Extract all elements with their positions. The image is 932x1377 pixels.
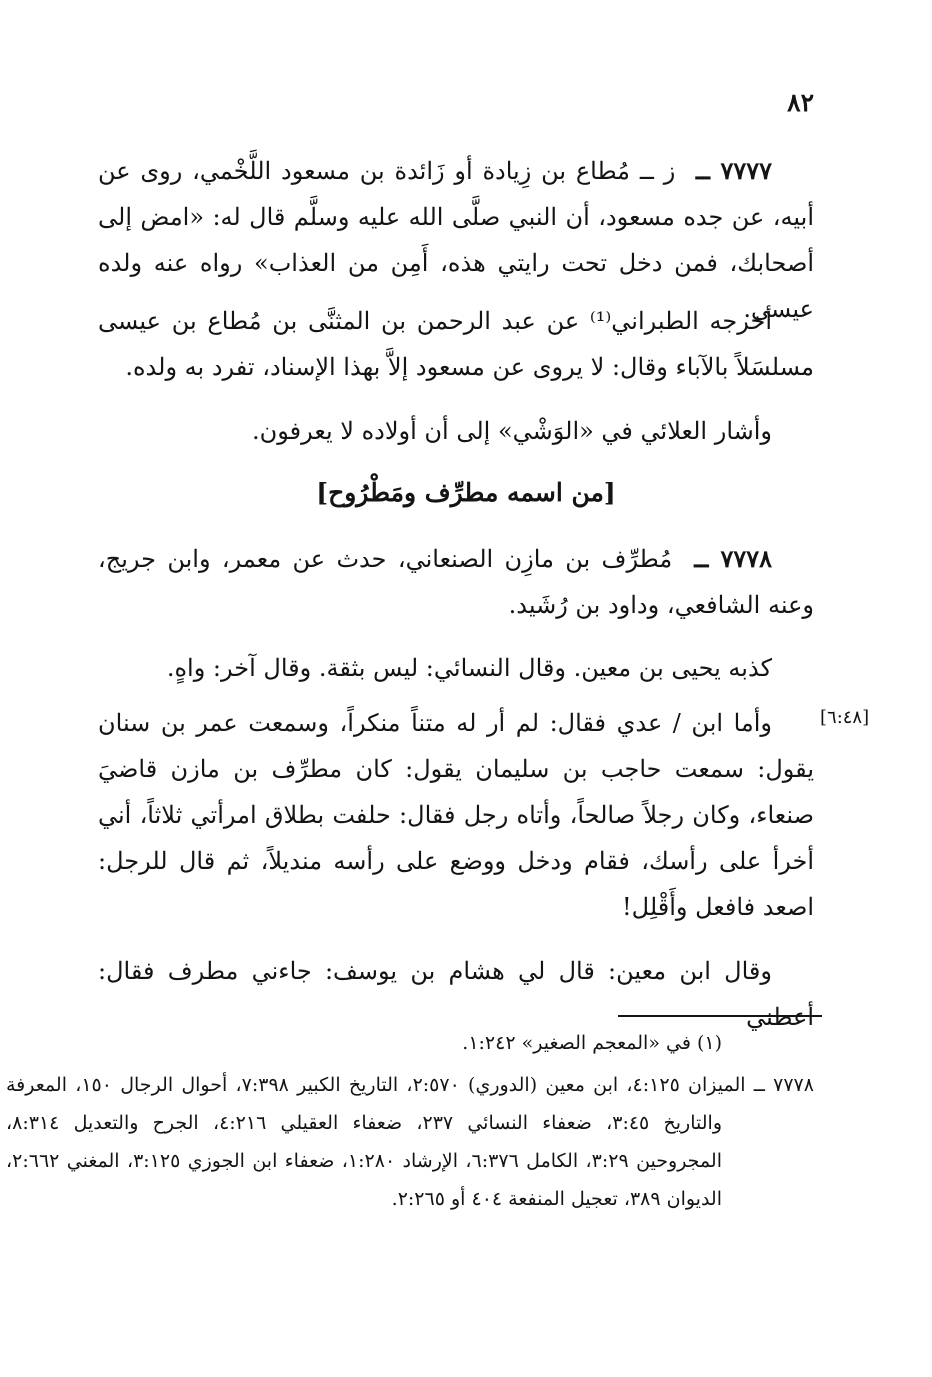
paragraph-ibn-main: وقال ابن معين: قال لي هشام بن يوسف: جاءني مطرف فقال: أعطني [98, 957, 814, 1031]
paragraph-alai: وأشار العلائي في «الوَشْي» إلى أن أولاده لا يعرفون. [252, 417, 772, 445]
entry-number: ٧٧٧٧ ــ [685, 156, 772, 185]
entry-7778 [98, 536, 814, 628]
paragraph-ibn-adi: وأما ابن / عدي فقال: لم أر له متناً منكراً، وسمعت عمر بن سنان يقول: سمعت حاجب بن سليمان يقول: كان مطرِّف بن مازن قاضيَ صنعاء، وكان رجلاً صالحاً، وأتاه رجل فقال: حلفت بطلاق امرأتي ثلاثاً، أني أخرأ على رأسك، فقام ودخل ووضع على رأسه منديلاً، ثم قال للرجل: اصعد فافعل وأَقْلِل! [98, 709, 815, 921]
paragraph-kadhdhabahu: كذبه يحيى بن معين. وقال النسائي: ليس بثقة. وقال آخر: واهٍ. [166, 654, 772, 682]
entry-text: مُطرِّف بن مازِن الصنعاني، حدث عن معمر، وابن جريج، وعنه الشافعي، وداود بن رُشَيد. [98, 545, 814, 619]
page-number: ٨٢ [787, 88, 814, 117]
footnote-separator [618, 1015, 822, 1017]
footnote-1: (١) في «المعجم الصغير» ١:٢٤٢. [462, 1032, 722, 1054]
paragraph-tabarani: أخرجه الطبراني⁽¹⁾ عن عبد الرحمن بن المثنَّى بن مُطاع بن عيسى مسلسَلاً بالآباء وقال: لا يروى عن مسعود إلاَّ بهذا الإسناد، تفرد به ولده. [98, 307, 814, 381]
entry-text: ز ــ مُطاع بن زِيادة أو زَائدة بن مسعود اللَّخْمي، روى عن أبيه، عن جده مسعود، أن النبي صلَّى الله عليه وسلَّم قال له: «امض إلى أصحابك، فمن دخل تحت رايتي هذه، أَمِن من العذاب» رواه عنه ولده عيسى. [98, 157, 814, 323]
margin-reference: [٦:٤٨] [820, 707, 870, 728]
footnote-7778-sources: ٧٧٧٨ ــ الميزان ٤:١٢٥، ابن معين (الدوري) ٢:٥٧٠، التاريخ الكبير ٧:٣٩٨، أحوال الرجال ١٥٠، المعرفة والتاريخ ٣:٤٥، ضعفاء النسائي ٢٣٧، ضعفاء العقيلي ٤:٢١٦، الجرح والتعديل ٨:٣١٤، المجروحين ٣:٢٩، الكامل ٦:٣٧٦، الإرشاد ١:٢٨٠، ضعفاء ابن الجوزي ٣:١٢٥، المغني ٢:٦٦٢، الديوان ٣٨٩، تعجيل المنفعة ٤٠٤ أو ٢:٢٦٥. [6, 1074, 814, 1210]
entry-number: ٧٧٧٨ ــ [682, 544, 773, 573]
section-heading: [من اسمه مطرِّف ومَطْرُوح] [316, 478, 616, 507]
